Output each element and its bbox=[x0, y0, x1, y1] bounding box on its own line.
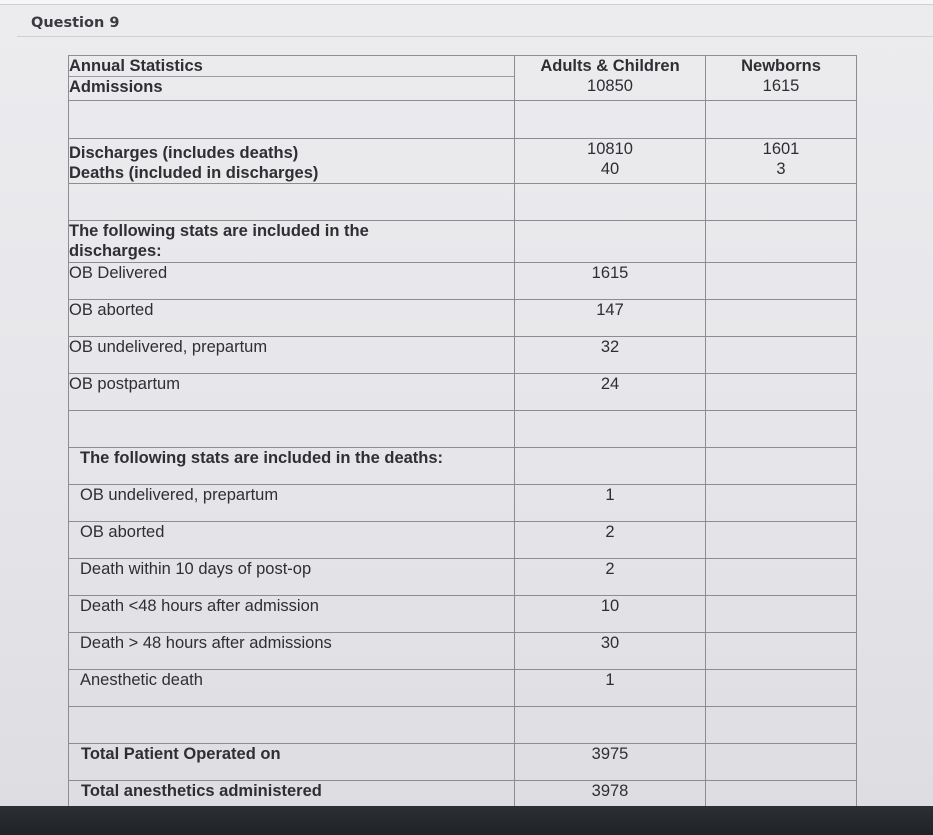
discharges-newborns-value: 1601 bbox=[762, 140, 800, 158]
deaths-newborns-value: 3 bbox=[776, 160, 786, 178]
question-title: Question 9 bbox=[31, 15, 120, 31]
row-value: 3975 bbox=[515, 744, 706, 781]
discharge-heading-line1: The following stats are included in the bbox=[69, 222, 369, 240]
table-row bbox=[69, 374, 857, 411]
top-border bbox=[0, 0, 933, 5]
table-row bbox=[69, 670, 857, 707]
adults-children-column-header: Adults & Children bbox=[540, 57, 680, 75]
row-label: Death <48 hours after admission bbox=[69, 596, 515, 633]
row-value: 30 bbox=[515, 633, 706, 670]
table-row-spacer bbox=[69, 707, 857, 744]
row-label: OB undelivered, prepartum bbox=[69, 337, 515, 374]
table-row bbox=[69, 485, 857, 522]
table-row-discharge-heading bbox=[69, 221, 857, 263]
row-value: 1 bbox=[515, 670, 706, 707]
row-label: Total Patient Operated on bbox=[69, 744, 515, 781]
annual-statistics-label: Annual Statistics bbox=[69, 57, 203, 75]
row-value: 3978 bbox=[515, 781, 706, 811]
row-value: 32 bbox=[515, 337, 706, 374]
table-row-total bbox=[69, 744, 857, 781]
row-value: 1 bbox=[515, 485, 706, 522]
table-row bbox=[69, 300, 857, 337]
table-row bbox=[69, 633, 857, 670]
discharges-label: Discharges (includes deaths) bbox=[69, 144, 299, 162]
table-row bbox=[69, 263, 857, 300]
discharge-heading-line2: discharges: bbox=[69, 242, 162, 260]
newborns-column-header: Newborns bbox=[741, 57, 821, 75]
discharges-adults-value: 10810 bbox=[587, 140, 633, 158]
table-row bbox=[69, 559, 857, 596]
row-label: OB Delivered bbox=[69, 263, 515, 300]
admissions-adults-value: 10850 bbox=[587, 77, 633, 95]
deaths-label: Deaths (included in discharges) bbox=[69, 164, 319, 182]
statistics-table bbox=[68, 55, 857, 811]
table-row-discharges bbox=[69, 139, 857, 184]
table-row-header bbox=[69, 56, 857, 101]
row-value: 2 bbox=[515, 559, 706, 596]
row-label: OB postpartum bbox=[69, 374, 515, 411]
row-value: 1615 bbox=[515, 263, 706, 300]
monitor-bezel bbox=[0, 806, 933, 835]
row-label: Total anesthetics administered bbox=[69, 781, 515, 811]
adults-header-cell bbox=[515, 56, 706, 101]
header-label-cell bbox=[69, 56, 515, 101]
divider bbox=[17, 36, 933, 37]
table-row bbox=[69, 522, 857, 559]
row-value: 24 bbox=[515, 374, 706, 411]
table-row bbox=[69, 596, 857, 633]
row-label: Death > 48 hours after admissions bbox=[69, 633, 515, 670]
table-row bbox=[69, 337, 857, 374]
admissions-label: Admissions bbox=[69, 76, 515, 97]
newborns-header-cell bbox=[706, 56, 857, 101]
discharges-label-cell bbox=[69, 139, 515, 184]
discharges-newborns-cell bbox=[706, 139, 857, 184]
table-row-death-heading bbox=[69, 448, 857, 485]
death-section-heading: The following stats are included in the deaths: bbox=[69, 448, 515, 485]
table-row-spacer bbox=[69, 411, 857, 448]
row-label: Death within 10 days of post-op bbox=[69, 559, 515, 596]
discharges-adults-cell bbox=[515, 139, 706, 184]
table-row-spacer bbox=[69, 101, 857, 139]
row-value: 10 bbox=[515, 596, 706, 633]
row-label: OB aborted bbox=[69, 300, 515, 337]
row-label: Anesthetic death bbox=[69, 670, 515, 707]
deaths-adults-value: 40 bbox=[600, 160, 620, 178]
table-row-spacer bbox=[69, 184, 857, 221]
row-value: 2 bbox=[515, 522, 706, 559]
row-label: OB undelivered, prepartum bbox=[69, 485, 515, 522]
discharge-section-heading bbox=[69, 221, 515, 263]
row-value: 147 bbox=[515, 300, 706, 337]
admissions-newborns-value: 1615 bbox=[762, 77, 800, 95]
row-label: OB aborted bbox=[69, 522, 515, 559]
